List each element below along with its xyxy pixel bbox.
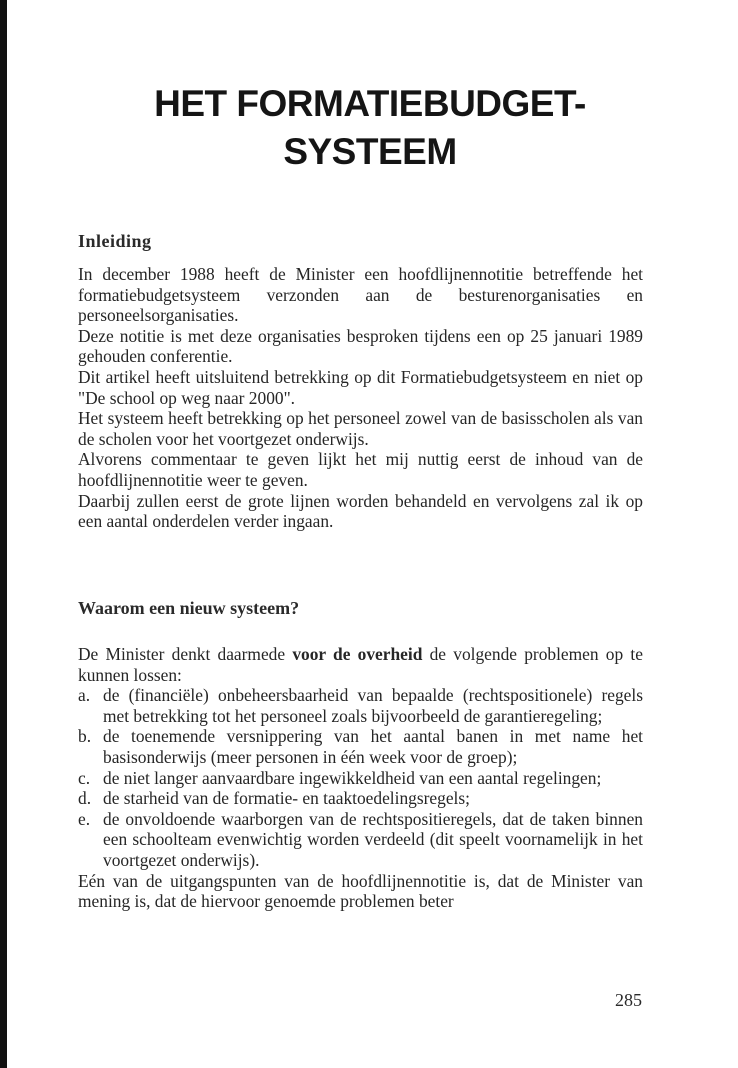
list-item-text: de (financiële) onbeheersbaarheid van bepaalde (rechtspositionele) regels met betrekking tot het personeel zoals bijvoorbeeld de garantieregeling; xyxy=(103,685,643,726)
list-item-label: d. xyxy=(78,788,92,809)
intro-paragraph-5: Alvorens commentaar te geven lijkt het mij nuttig eerst de inhoud van de hoofdlijnennotitie weer te geven. xyxy=(78,449,643,490)
section-heading-waarom: Waarom een nieuw systeem? xyxy=(78,598,300,618)
intro-body xyxy=(78,264,643,532)
intro-paragraph-3: Dit artikel heeft uitsluitend betrekking op dit Formatiebudgetsysteem en niet op "De school op weg naar 2000". xyxy=(78,366,643,408)
list-item-label: b. xyxy=(78,726,92,747)
why-intro-end: de volgende problemen op te kunnen lossen: xyxy=(78,644,643,685)
why-intro-start: De Minister denkt daarmede xyxy=(78,644,286,664)
list-item xyxy=(78,685,643,726)
list-item-text: de niet langer aanvaardbare ingewikkeldheid van een aantal regelingen; xyxy=(103,767,602,788)
section-heading-inleiding: Inleiding xyxy=(78,231,152,251)
list-item-label: c. xyxy=(78,767,91,788)
list-item-label: e. xyxy=(78,808,91,829)
why-body xyxy=(78,644,643,912)
page-edge-shadow xyxy=(0,0,7,1068)
list-item-text: de toenemende versnippering van het aantal banen in met name het basisonderwijs (meer personen in één week voor de groep); xyxy=(103,726,643,767)
intro-paragraph-6: Daarbij zullen eerst de grote lijnen worden behandeld en vervolgens zal ik op een aantal onderdelen verder ingaan. xyxy=(78,490,643,532)
closing-paragraph: Eén van de uitgangspunten van de hoofdlijnennotitie is, dat de Minister van mening is, dat de hiervoor genoemde problemen beter xyxy=(78,870,643,912)
list-item-text: de starheid van de formatie- en taaktoedelingsregels; xyxy=(103,788,470,809)
list-item xyxy=(78,809,643,871)
list-item-text: de onvoldoende waarborgen van de rechtspositieregels, dat de taken binnen een schoolteam evenwichtig worden verdeeld (dit speelt voornamelijk in het voortgezet onderwijs). xyxy=(103,808,643,870)
page-title-line-1: HET FORMATIEBUDGET- xyxy=(154,83,586,124)
why-intro-paragraph xyxy=(78,644,643,685)
list-item xyxy=(78,726,643,767)
intro-paragraph-2: Deze notitie is met deze organisaties besproken tijdens een op 25 januari 1989 gehouden conferentie. xyxy=(78,325,643,367)
list-item xyxy=(78,788,643,809)
list-item xyxy=(78,768,643,789)
problem-list xyxy=(78,685,643,870)
page-number: 285 xyxy=(615,990,642,1010)
page-title-line-2: SYSTEEM xyxy=(283,131,457,172)
intro-paragraph-4: Het systeem heeft betrekking op het personeel zowel van de basisscholen als van de scholen voor het voortgezet onderwijs. xyxy=(78,408,643,449)
list-item-label: a. xyxy=(78,685,91,706)
why-intro-emphasis: voor de overheid xyxy=(292,644,423,664)
intro-paragraph-1: In december 1988 heeft de Minister een hoofdlijnennotitie betreffende het formatiebudgetsysteem verzonden aan de besturenorganisaties en personeelsorganisaties. xyxy=(78,264,643,326)
